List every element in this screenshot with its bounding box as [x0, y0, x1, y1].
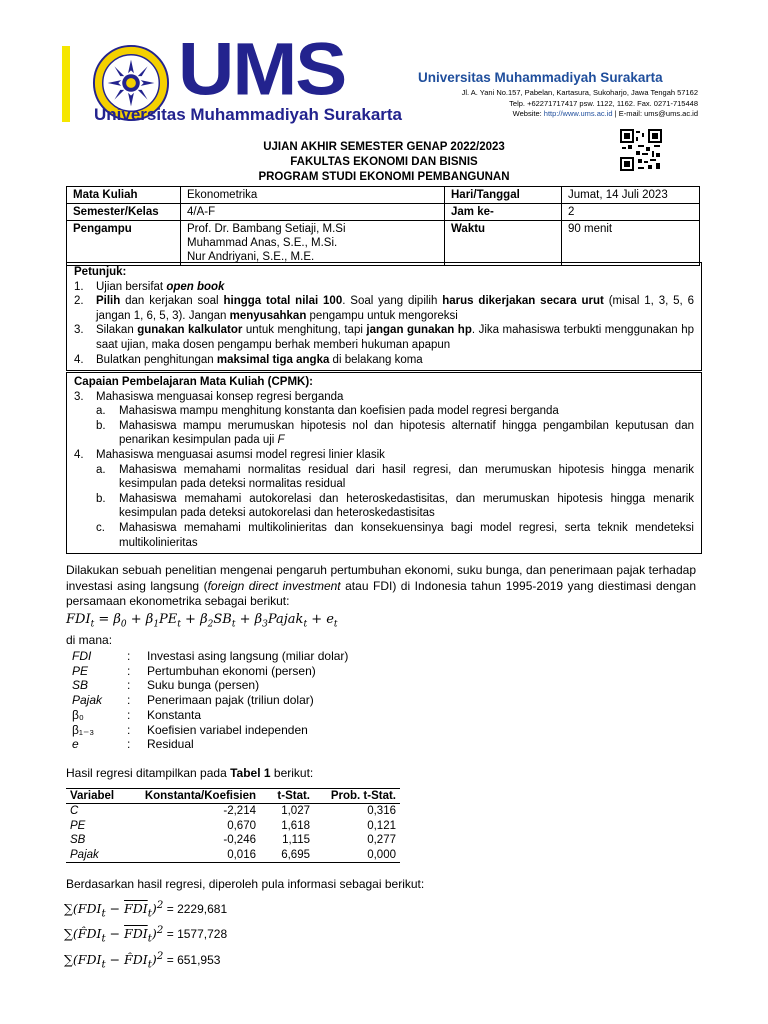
definition-row: Pajak : Penerimaan pajak (triliun dolar): [72, 693, 314, 708]
cell-coef: -2,214: [223, 805, 256, 817]
cell-variable: SB: [70, 834, 86, 846]
cell-coef: 0,670: [227, 819, 256, 832]
info-label: Pengampu: [67, 221, 181, 266]
item-letter: c.: [96, 521, 105, 534]
sum-value: = 1577,728: [166, 927, 228, 942]
column-header: Prob. t-Stat.: [314, 789, 400, 804]
cell-prob: 0,277: [367, 834, 396, 846]
lecturer-list: [181, 221, 445, 266]
item-number: 1.: [74, 280, 84, 293]
emphasis: jangan gunakan hp: [366, 324, 472, 337]
faculty-title: FAKULTAS EKONOMI DAN BISNIS: [290, 156, 478, 168]
sum-formula-3: $\sum(FDI_t$ − $F̂DI_t)^2 = 651,953$: [64, 950, 221, 971]
def-symbol: PE: [72, 663, 89, 678]
text: (misal 1, 3, 5, 6 jangan 1, 6, 5, 3). Jangan: [96, 295, 694, 322]
sub-item: [74, 521, 694, 550]
instructions-box: [66, 262, 702, 371]
item-text: Mahasiswa menguasai konsep regresi berganda: [96, 390, 344, 403]
table-row: [67, 204, 700, 221]
emphasis: maksimal tiga angka: [216, 353, 330, 366]
italic-f: F: [277, 434, 285, 447]
def-symbol: FDI: [72, 649, 92, 663]
text: Silakan: [96, 324, 138, 337]
regression-table: [66, 788, 400, 863]
sum-formula-1: $\sum(FDI_t - \overline{FDI}_t)^2 = 2229,681$: [64, 899, 228, 920]
lecturer-name: Prof. Dr. Bambang Setiaji, M.Si: [187, 223, 346, 235]
cell-variable: PE: [70, 819, 86, 832]
list-item: [74, 294, 694, 323]
list-item: [74, 353, 694, 368]
text: di belakang koma: [329, 353, 423, 366]
cell-tstat: 1,027: [281, 805, 310, 817]
exam-title: UJIAN AKHIR SEMESTER GENAP 2022/2023: [263, 141, 505, 153]
definition-row: FDI : Investasi asing langsung (miliar dolar): [72, 649, 349, 663]
def-symbol: β₀: [72, 707, 84, 722]
cell-prob: 0,316: [367, 805, 396, 817]
address-line: Jl. A. Yani No.157, Pabelan, Kartasura, Sukoharjo, Jawa Tengah 57162: [461, 88, 698, 97]
emphasis: hingga total nilai 100: [223, 295, 343, 308]
item-text: Mahasiswa menguasai asumsi model regresi linier klasik: [96, 448, 385, 461]
text: . Jika mahasiswa terbukti menggunakan hp saat ujian, maka dosen pengampu berhak memberi hukuman apapun: [96, 324, 695, 351]
definition-row: e : Residual: [72, 737, 194, 752]
list-item: [74, 323, 694, 352]
lecturer-name: Muhammad Anas, S.E., M.Si.: [187, 237, 338, 249]
table-intro: [66, 766, 696, 782]
column-header: Konstanta/Koefisien: [128, 789, 260, 804]
text: pengampu untuk mengoreksi: [306, 309, 458, 322]
definition-row: PE : Pertumbuhan ekonomi (persen): [72, 663, 316, 678]
cpmk-box: [66, 372, 702, 554]
def-symbol: SB: [72, 678, 89, 693]
email-label: | E-mail: ums@ums.ac.id: [612, 109, 698, 118]
def-desc: Investasi asing langsung (miliar dolar): [147, 649, 349, 663]
lecturer-name: Nur Andriyani, S.E., M.E.: [187, 251, 315, 263]
cell-tstat: 1,115: [282, 834, 310, 846]
table-row: [66, 804, 400, 819]
cell-variable: C: [70, 805, 79, 817]
sum-value: = 651,953: [166, 953, 221, 968]
info-label: Semester/Kelas: [67, 204, 181, 221]
def-desc: Pertumbuhan ekonomi (persen): [147, 663, 316, 678]
def-symbol: β₁₋₃: [72, 722, 95, 737]
ums-logo-text: UMS: [178, 27, 346, 111]
phone-line: Telp. +62271717417 psw. 1122, 1162. Fax. 0271-715448: [509, 98, 698, 108]
exam-info-table: [66, 186, 700, 266]
regression-equation: $FDI_t = \beta_0 + \beta_1PE_t + \beta_2SB_t$ + $\beta_3Pajak_t + e_t$: [66, 612, 338, 630]
info-value: Ekonometrika: [181, 187, 445, 204]
item-text: Mahasiswa memahami normalitas residual dari hasil regresi, dan merumuskan hipotesis hingga menarik kesimpulan pada deteksi normalitas residual: [119, 463, 694, 491]
info-value: Jumat, 14 Juli 2023: [562, 187, 700, 204]
definition-row: β₀ : Konstanta: [72, 707, 202, 722]
table-ref: Tabel 1: [230, 766, 271, 780]
cell-variable: Pajak: [66, 848, 128, 863]
after-table-text: Berdasarkan hasil regresi, diperoleh pula informasi sebagai berikut:: [66, 877, 425, 891]
italic-term: foreign direct investment: [207, 578, 341, 593]
info-label: Mata Kuliah: [67, 187, 181, 204]
emphasis: open book: [166, 280, 225, 293]
info-value: 2: [562, 204, 700, 221]
item-number: 2.: [74, 295, 84, 308]
text: Dilakukan sebuah penelitian mengenai pengaruh pertumbuhan ekonomi, suku bunga, dan penerimaan pajak terhadap investasi asing langsung (: [66, 563, 696, 593]
cpmk-heading: Capaian Pembelajaran Mata Kuliah (CPMK):: [74, 376, 313, 388]
program-title: PROGRAM STUDI EKONOMI PEMBANGUNAN: [258, 171, 510, 183]
cell-prob: 0,121: [367, 819, 396, 832]
sub-item: [74, 463, 694, 492]
emphasis: gunakan kalkulator: [137, 324, 243, 337]
list-item: [74, 448, 694, 463]
definition-row: SB : Suku bunga (persen): [72, 678, 260, 693]
emphasis: Pilih: [96, 295, 121, 308]
item-number: 4.: [74, 448, 84, 461]
address-block: [462, 88, 698, 120]
instructions-heading: Petunjuk:: [74, 266, 127, 278]
info-label: Jam ke-: [445, 204, 562, 221]
def-desc: Penerimaan pajak (triliun dolar): [147, 693, 314, 708]
info-label: Waktu: [445, 221, 562, 266]
def-symbol: e: [72, 737, 79, 752]
item-letter: a.: [96, 463, 106, 476]
column-header: Variabel: [66, 789, 128, 804]
cell-tstat: 1,618: [281, 819, 310, 832]
text: . Soal yang dipilih: [342, 295, 443, 308]
list-item: [74, 390, 694, 405]
cell-coef: -0,246: [223, 834, 256, 846]
table-row: [67, 221, 700, 266]
item-number: 3.: [74, 390, 84, 403]
text: dan kerjakan soal: [120, 295, 224, 308]
def-desc: Residual: [147, 737, 194, 752]
info-value: 90 menit: [562, 221, 700, 266]
university-name-right: Universitas Muhammadiyah Surakarta: [418, 70, 663, 85]
def-desc: Suku bunga (persen): [147, 678, 260, 693]
item-text: Mahasiswa mampu merumuskan hipotesis nol dan hipotesis alternatif hingga pengambilan keputusan dan penarikan kesimpulan pada uji: [119, 419, 694, 447]
university-name: Universitas Muhammadiyah Surakarta: [94, 105, 403, 124]
item-number: 4.: [74, 353, 84, 366]
table-row: [67, 187, 700, 204]
website-label: Website:: [512, 109, 544, 118]
item-text: Mahasiswa mampu menghitung konstanta dan koefisien pada model regresi berganda: [119, 405, 559, 418]
sub-item: [74, 404, 694, 419]
variable-definitions: [72, 649, 348, 752]
where-label: di mana:: [66, 633, 113, 647]
list-item: [74, 280, 694, 295]
def-symbol: Pajak: [72, 693, 103, 708]
def-desc: Konstanta: [147, 707, 202, 722]
cell-tstat: 6,695: [260, 848, 314, 863]
contact-line: [462, 109, 698, 120]
item-text: Mahasiswa memahami autokorelasi dan heteroskedastisitas, dan merumuskan hipotesis hingga menarik kesimpulan pada deteksi autokorelasi dan heteroskedastisitas: [119, 492, 694, 520]
sub-item: [74, 419, 694, 448]
info-value: 4/A-F: [181, 204, 445, 221]
yellow-accent-bar: [62, 46, 70, 122]
cell-coef: 0,016: [128, 848, 260, 863]
column-header: t-Stat.: [260, 789, 314, 804]
item-text: Mahasiswa memahami multikolinieritas dan konsekuensinya bagi model regresi, serta teknik mendeteksi multikolinieritas: [119, 521, 694, 549]
text: Bulatkan penghitungan: [96, 353, 217, 366]
item-letter: b.: [96, 492, 106, 505]
text: untuk menghitung, tapi: [242, 324, 367, 337]
item-letter: b.: [96, 419, 106, 432]
sub-item: [74, 492, 694, 521]
table-row: [66, 819, 400, 834]
emphasis: menyusahkan: [229, 309, 307, 322]
item-number: 3.: [74, 324, 84, 337]
sum-value: = 2229,681: [166, 902, 228, 917]
info-label: Hari/Tanggal: [445, 187, 562, 204]
text: Ujian bersifat: [96, 280, 167, 293]
question-intro: [66, 563, 696, 610]
def-desc: Koefisien variabel independen: [147, 722, 308, 737]
table-row: [66, 833, 400, 848]
text: atau FDI) di Indonesia tahun 1995-2019 yang diestimasi dengan persamaan ekonometrika sebagai berikut:: [66, 578, 696, 608]
text: berikut:: [270, 766, 314, 780]
text: Hasil regresi ditampilkan pada: [66, 766, 231, 780]
sum-formula-2: $\sum(F̂DI_t - \overline{FDI}_t)^2 = 1577,728$: [64, 924, 228, 945]
table-header-row: [66, 789, 400, 804]
website-link[interactable]: http://www.ums.ac.id: [543, 109, 613, 118]
cell-prob: 0,000: [314, 848, 400, 863]
table-row: [66, 848, 400, 863]
emphasis: harus dikerjakan secara urut: [442, 295, 604, 308]
item-letter: a.: [96, 405, 106, 418]
definition-row: β₁₋₃ : Koefisien variabel independen: [72, 722, 308, 737]
